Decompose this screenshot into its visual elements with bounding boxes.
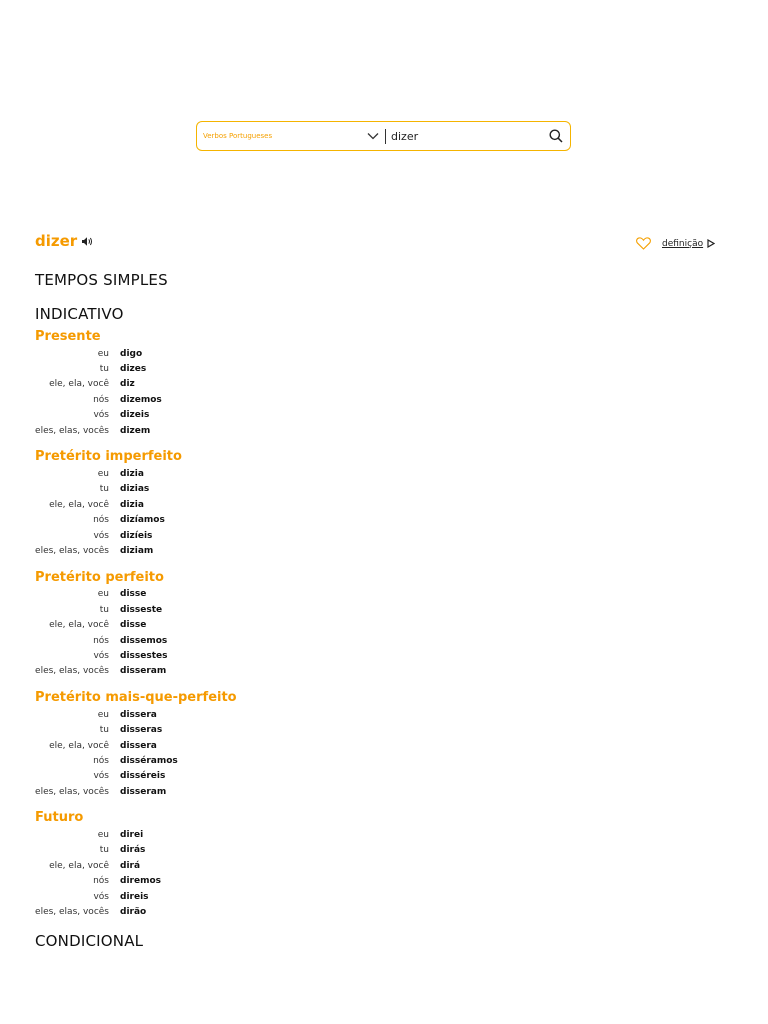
verb-form: digo	[120, 348, 143, 359]
tense-block	[35, 328, 735, 438]
verb-form: dizíeis	[120, 530, 153, 541]
search-input[interactable]	[386, 122, 542, 150]
conjugation-row	[35, 587, 735, 602]
pronoun: vós	[93, 771, 109, 782]
pronoun: eles, elas, vocês	[35, 907, 109, 918]
play-arrow-icon	[707, 239, 715, 248]
dictionary-select[interactable]	[197, 122, 385, 150]
verb-actions	[636, 237, 715, 250]
conjugation-row	[35, 543, 735, 558]
verb-form: dissemos	[120, 635, 168, 646]
conjugation-row	[35, 602, 735, 617]
conjugation-row	[35, 466, 735, 481]
conjugation-row	[35, 784, 735, 799]
conjugation-row	[35, 843, 735, 858]
conjugation-row	[35, 648, 735, 663]
conjugation-row	[35, 858, 735, 873]
tense-block	[35, 809, 735, 919]
conjugation-row	[35, 346, 735, 361]
verb-form: disseram	[120, 786, 167, 797]
search-button[interactable]	[542, 122, 570, 150]
mood-title-indicative: INDICATIVO	[35, 305, 124, 323]
conjugation-row	[35, 617, 735, 632]
verb-form: diremos	[120, 876, 161, 887]
verb-form: disseram	[120, 666, 167, 677]
tense-list	[35, 328, 735, 920]
verb-form: dissestes	[120, 650, 168, 661]
search-icon	[549, 129, 563, 143]
conjugation-content	[35, 269, 735, 952]
pronoun: eu	[97, 709, 109, 720]
pronoun: eu	[97, 348, 109, 359]
pronoun: eles, elas, vocês	[35, 545, 109, 556]
tense-block	[35, 569, 735, 679]
pronoun: nós	[93, 515, 109, 526]
pronoun: tu	[99, 604, 109, 615]
verb-form: dizias	[120, 484, 150, 495]
verb-form: dizem	[120, 425, 151, 436]
pronoun: ele, ela, você	[49, 740, 109, 751]
chevron-down-icon	[367, 132, 379, 140]
dictionary-select-label: Verbos Portugueses	[203, 132, 273, 140]
conjugation-row	[35, 423, 735, 438]
pronoun: vós	[93, 410, 109, 421]
verb-form: dirão	[120, 907, 147, 918]
speaker-icon[interactable]	[81, 236, 93, 247]
definition-link[interactable]: definição	[662, 238, 704, 249]
verb-form: disséramos	[120, 755, 178, 766]
verb-form: dissera	[120, 740, 157, 751]
conjugation-row	[35, 528, 735, 543]
pronoun: tu	[99, 364, 109, 375]
verb-form: diziam	[120, 545, 154, 556]
conjugation-row	[35, 361, 735, 376]
pronoun: nós	[93, 635, 109, 646]
verb-form: diz	[120, 379, 135, 390]
verb-title: dizer	[35, 232, 78, 250]
conjugation-row	[35, 904, 735, 919]
verb-form: direis	[120, 891, 149, 902]
conjugation-row	[35, 392, 735, 407]
conjugation-row	[35, 874, 735, 889]
tense-block	[35, 689, 735, 799]
conjugation-row	[35, 827, 735, 842]
search-bar	[196, 121, 571, 151]
conjugation-row	[35, 633, 735, 648]
conjugation-row	[35, 497, 735, 512]
tense-title: Presente	[35, 329, 101, 344]
pronoun: eu	[97, 589, 109, 600]
pronoun: vós	[93, 650, 109, 661]
conjugation-row	[35, 664, 735, 679]
conjugation-row	[35, 513, 735, 528]
conjugation-row	[35, 889, 735, 904]
pronoun: nós	[93, 876, 109, 887]
verb-form: disseste	[120, 604, 163, 615]
tense-title: Futuro	[35, 810, 84, 826]
pronoun: vós	[93, 530, 109, 541]
conjugation-row	[35, 707, 735, 722]
mood-title-conditional: CONDICIONAL	[35, 931, 144, 950]
verb-form: dissera	[120, 709, 157, 720]
heart-icon[interactable]	[636, 237, 651, 250]
verb-form: dizia	[120, 469, 144, 480]
pronoun: vós	[93, 891, 109, 902]
verb-form: dizeis	[120, 410, 150, 421]
pronoun: eles, elas, vocês	[35, 425, 109, 436]
conjugation-row	[35, 769, 735, 784]
verb-form: disséreis	[120, 771, 166, 782]
conjugation-row	[35, 408, 735, 423]
verb-form: dirá	[120, 860, 141, 871]
conjugation-row	[35, 722, 735, 737]
verb-form: dizes	[120, 364, 147, 375]
conjugation-row	[35, 738, 735, 753]
verb-form: disse	[120, 589, 147, 600]
pronoun: eu	[97, 469, 109, 480]
pronoun: tu	[99, 845, 109, 856]
verb-form: disse	[120, 620, 147, 631]
pronoun: ele, ela, você	[49, 620, 109, 631]
tense-block	[35, 448, 735, 558]
verb-form: dizia	[120, 499, 144, 510]
conjugation-row	[35, 753, 735, 768]
pronoun: tu	[99, 725, 109, 736]
verb-form: direi	[120, 830, 144, 841]
verb-header	[35, 232, 93, 250]
pronoun: tu	[99, 484, 109, 495]
pronoun: nós	[93, 755, 109, 766]
section-title: TEMPOS SIMPLES	[35, 271, 168, 289]
pronoun: ele, ela, você	[49, 860, 109, 871]
pronoun: ele, ela, você	[49, 379, 109, 390]
tense-title: Pretérito imperfeito	[35, 449, 182, 465]
pronoun: ele, ela, você	[49, 499, 109, 510]
verb-form: disseras	[120, 725, 163, 736]
verb-form: dizemos	[120, 394, 162, 405]
pronoun: eles, elas, vocês	[35, 666, 109, 677]
pronoun: eu	[97, 830, 109, 841]
conjugation-row	[35, 377, 735, 392]
verb-form: dizíamos	[120, 515, 165, 526]
verb-form: dirás	[120, 845, 146, 856]
tense-title: Pretérito perfeito	[35, 569, 164, 585]
pronoun: nós	[93, 394, 109, 405]
pronoun: eles, elas, vocês	[35, 786, 109, 797]
tense-title: Pretérito mais-que-perfeito	[35, 690, 237, 706]
conjugation-row	[35, 482, 735, 497]
